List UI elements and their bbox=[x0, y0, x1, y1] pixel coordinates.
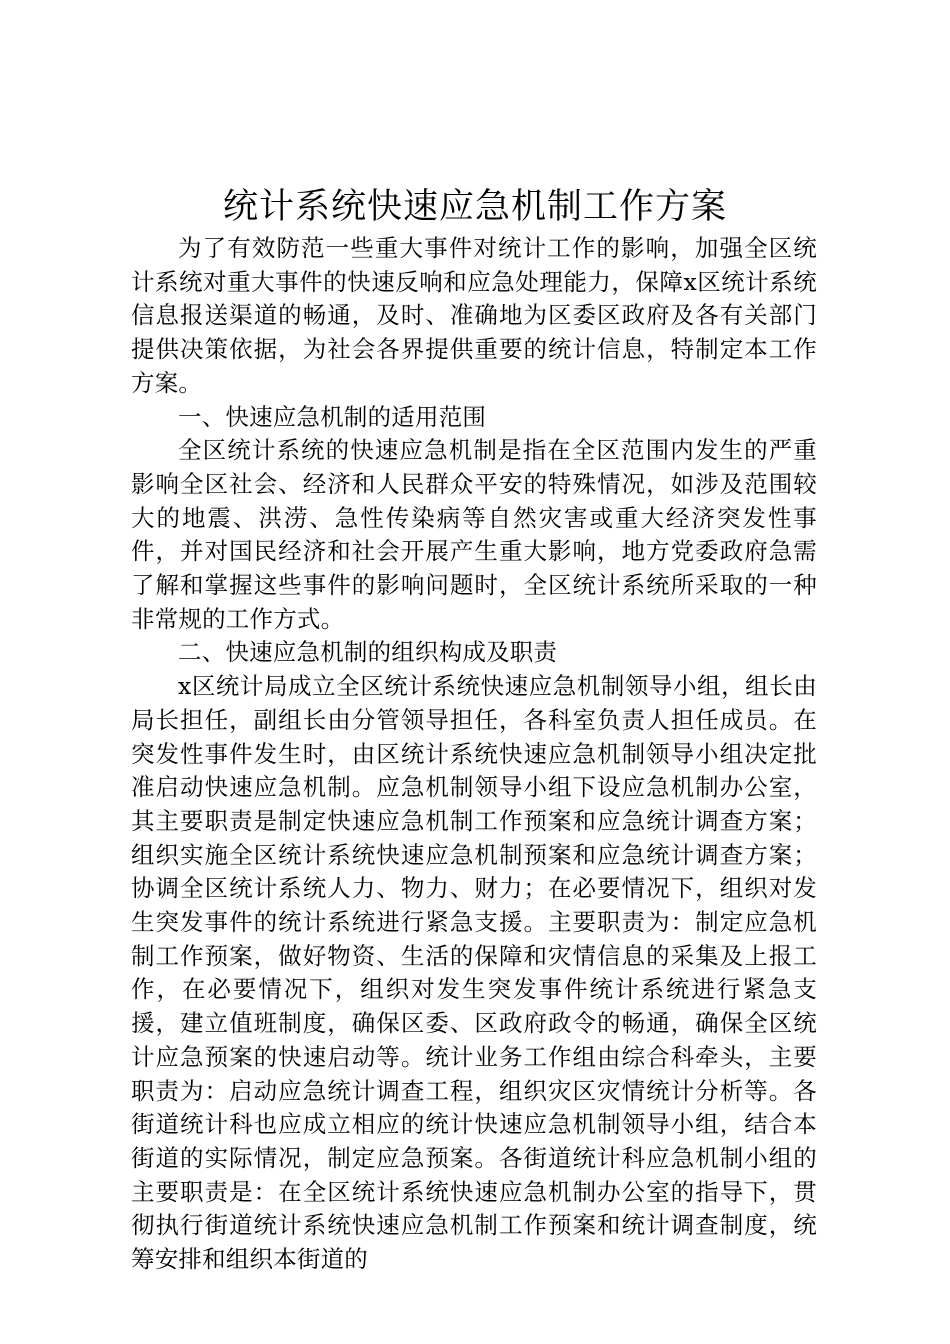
section-heading-1: 一、快速应急机制的适用范围 bbox=[178, 402, 487, 431]
section-paragraph-1: 全区统计系统的快速应急机制是指在全区范围内发生的严重影响全区社会、经济和人民群众平安的特殊情况，如涉及范围较大的地震、洪涝、急性传染病等自然灾害或重大经济突发性事件，并对国民经济和社会开展产生重大影响，地方党委政府急需了解和掌握这些事件的影响问题时，全区统计系统所采取的一种非常规的工作方式。 bbox=[131, 436, 817, 633]
document-body bbox=[131, 232, 817, 1277]
section-heading-2: 二、快速应急机制的组织构成及职责 bbox=[178, 638, 558, 667]
section-paragraph-2: x区统计局成立全区统计系统快速应急机制领导小组，组长由局长担任，副组长由分管领导担任，各科室负责人担任成员。在突发性事件发生时，由区统计系统快速应急机制领导小组决定批准启动快速应急机制。应急机制领导小组下设应急机制办公室，其主要职责是制定快速应急机制工作预案和应急统计调查方案；组织实施全区统计系统快速应急机制预案和应急统计调查方案；协调全区统计系统人力、物力、财力；在必要情况下，组织对发生突发事件的统计系统进行紧急支援。主要职责为：制定应急机制工作预案，做好物资、生活的保障和灾情信息的采集及上报工作，在必要情况下，组织对发生突发事件统计系统进行紧急支援，建立值班制度，确保区委、区政府政令的畅通，确保全区统计应急预案的快速启动等。统计业务工作组由综合科牵头，主要职责为：启动应急统计调查工程，组织灾区灾情统计分析等。各街道统计科也应成立相应的统计快速应急机制领导小组，结合本街道的实际情况，制定应急预案。各街道统计科应急机制小组的主要职责是：在全区统计系统快速应急机制办公室的指导下，贯彻执行街道统计系统快速应急机制工作预案和统计调查制度，统筹安排和组织本街道的 bbox=[131, 672, 817, 1274]
document-title: 统计系统快速应急机制工作方案 bbox=[222, 187, 727, 227]
intro-paragraph: 为了有效防范一些重大事件对统计工作的影响，加强全区统计系统对重大事件的快速反响和应急处理能力，保障x区统计系统信息报送渠道的畅通，及时、准确地为区委区政府及各有关部门提供决策依据，为社会各界提供重要的统计信息，特制定本工作方案。 bbox=[131, 234, 817, 397]
